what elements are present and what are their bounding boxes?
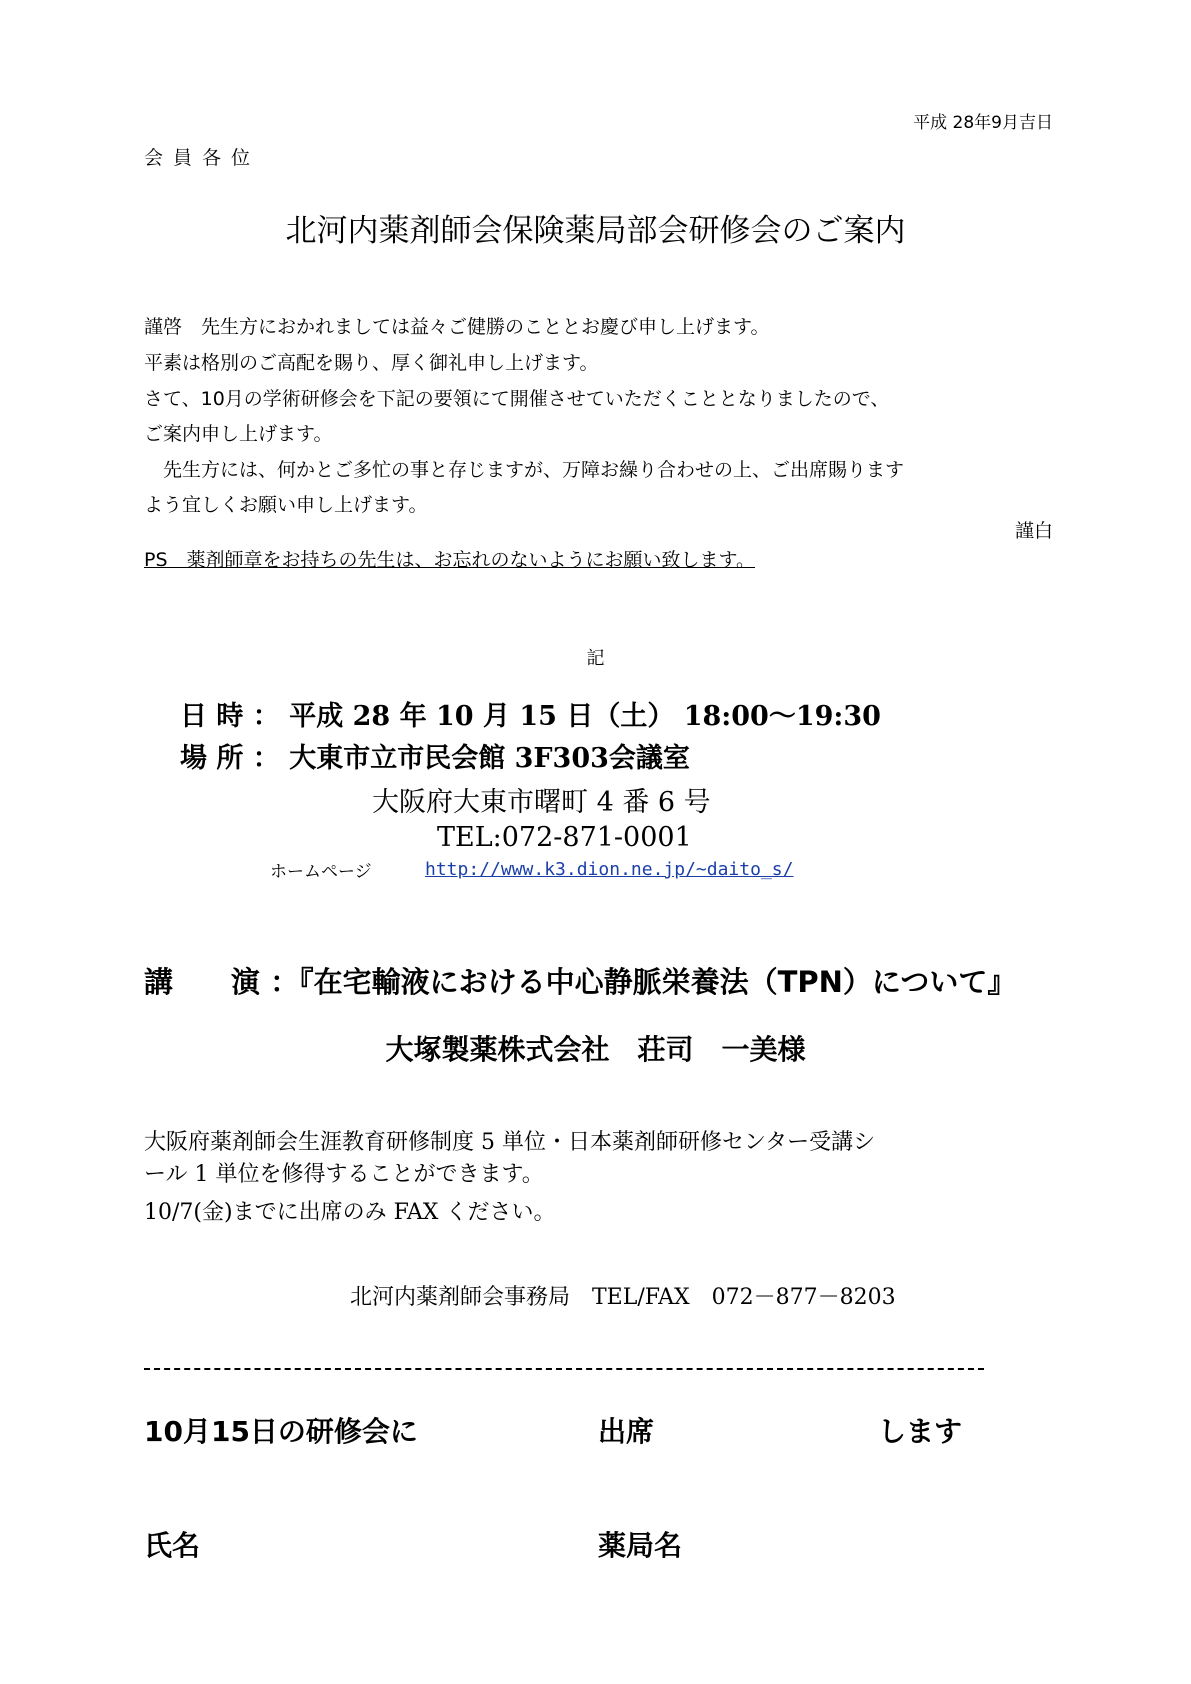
- credit-line: 10/7(金)までに出席のみ FAX ください。: [144, 1200, 556, 1225]
- ps-note: PS 薬剤師章をお持ちの先生は、お忘れのないようにお願い致します。: [144, 549, 755, 571]
- attendance-suffix: します: [878, 1415, 963, 1448]
- ki-marker: 記: [586, 648, 605, 669]
- homepage-link[interactable]: http://www.k3.dion.ne.jp/~daito_s/: [425, 859, 794, 880]
- body-line: 先生方には、何かとご多忙の事と存じますが、万障お繰り合わせの上、ご出席賜ります: [144, 459, 905, 481]
- name-field-label: 氏名: [144, 1529, 201, 1562]
- lecture-speaker: 大塚製薬株式会社 荘司 一美様: [385, 1033, 806, 1066]
- lecture-title: 講 演 ：『在宅輸液における中心静脈栄養法（TPN）について』: [144, 965, 1017, 999]
- attendance-prefix: 10月15日の研修会に: [144, 1415, 418, 1448]
- event-tel: TEL:072-871-0001: [437, 822, 692, 853]
- body-line: 謹啓 先生方におかれましては益々ご健勝のこととお慶び申し上げます。: [144, 316, 770, 338]
- closing-phrase: 謹白: [1014, 520, 1053, 542]
- body-line: ご案内申し上げます。: [144, 423, 333, 445]
- document-title: 北河内薬剤師会保険薬局部会研修会のご案内: [285, 213, 906, 249]
- event-place: 場 所 ： 大東市立市民会館 3F303会議室: [180, 743, 690, 774]
- credit-line: ール 1 単位を修得することができます。: [144, 1162, 544, 1187]
- cut-line-divider: [144, 1368, 984, 1370]
- issue-date: 平成 28年9月吉日: [913, 113, 1053, 133]
- body-line: さて、10月の学術研修会を下記の要領にて開催させていただくこととなりましたので、: [144, 388, 890, 410]
- credit-line: 大阪府薬剤師会生涯教育研修制度 5 単位・日本薬剤師研修センター受講シ: [144, 1130, 876, 1155]
- event-datetime: 日 時 ： 平成 28 年 10 月 15 日（土） 18:00～19:30: [180, 701, 881, 732]
- homepage-label: ホームページ: [270, 862, 372, 882]
- addressee: 会員各位: [144, 147, 261, 169]
- pharmacy-field-label: 薬局名: [598, 1529, 683, 1562]
- office-contact: 北河内薬剤師会事務局 TEL/FAX 072－877－8203: [350, 1285, 896, 1310]
- attendance-option[interactable]: 出席: [598, 1415, 655, 1448]
- body-line: 平素は格別のご高配を賜り、厚く御礼申し上げます。: [144, 352, 599, 374]
- event-address: 大阪府大東市曙町 4 番 6 号: [372, 787, 711, 818]
- body-line: よう宜しくお願い申し上げます。: [144, 494, 428, 516]
